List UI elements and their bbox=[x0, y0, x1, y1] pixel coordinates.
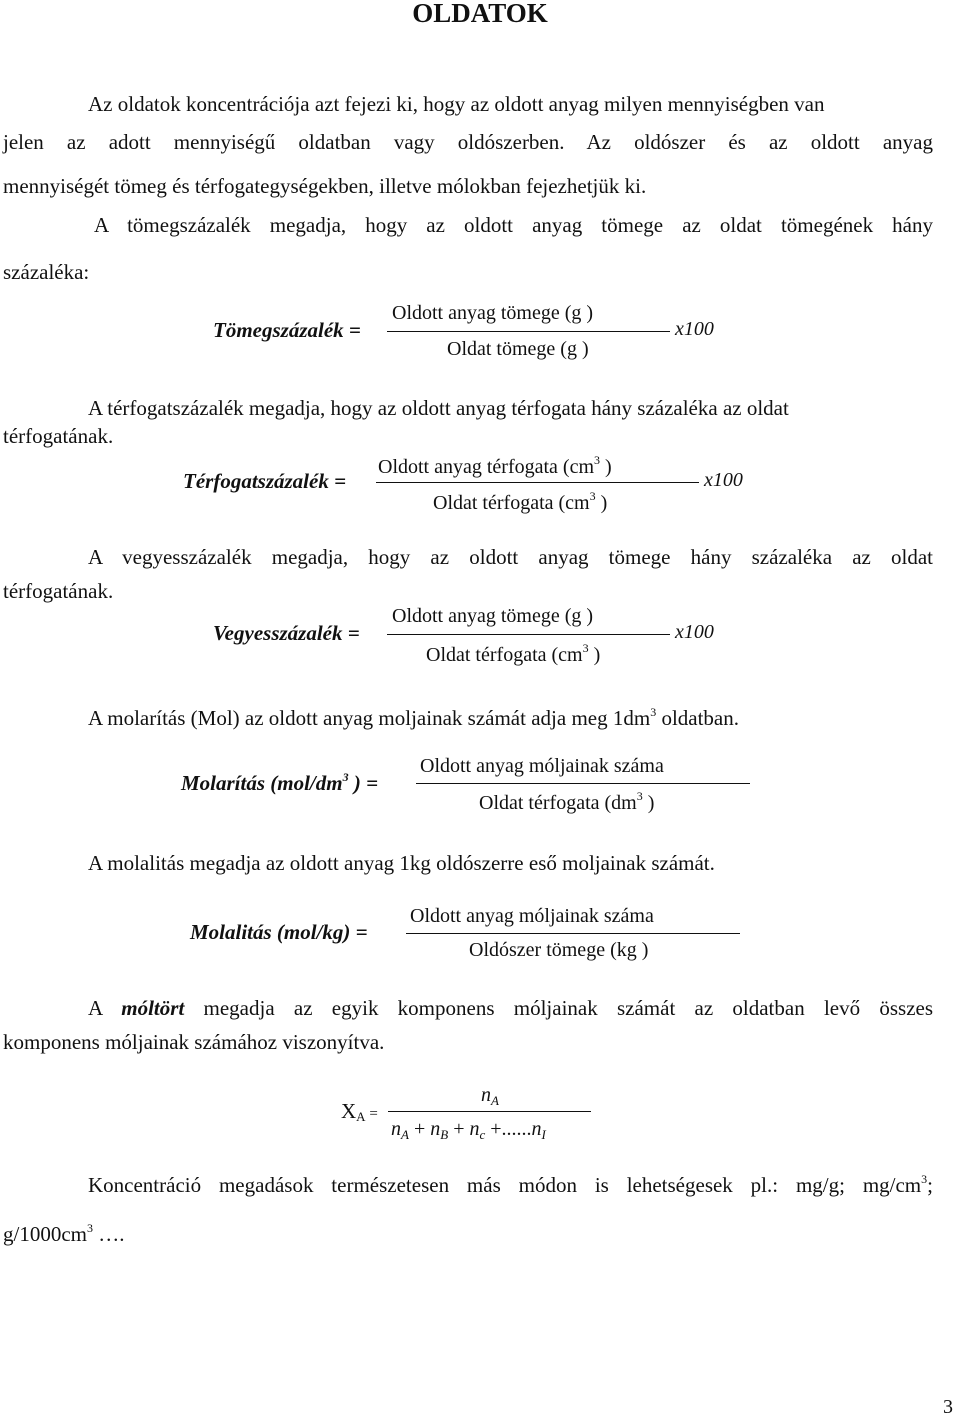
vegyes-denominator-text: Oldat térfogata (cm bbox=[426, 644, 583, 666]
molaritas-label-exponent: 3 bbox=[342, 770, 349, 784]
terfogat-numerator-close: ) bbox=[605, 456, 612, 478]
terfogat-fraction-bar bbox=[376, 482, 699, 483]
moltort-desc-line-2: komponens móljainak számához viszonyítva. bbox=[3, 1030, 385, 1054]
molaritas-denominator-close: ) bbox=[647, 792, 655, 814]
moltort-den-plus-3: + bbox=[490, 1118, 502, 1140]
terfogat-numerator bbox=[378, 453, 612, 479]
vegyes-fraction-bar bbox=[387, 634, 670, 635]
molalitas-numerator: Oldott anyag móljainak száma bbox=[410, 905, 654, 927]
molaritas-desc-text: A molarítás (Mol) az oldott anyag moljainak számát adja meg 1dm bbox=[88, 706, 651, 730]
molaritas-fraction-bar bbox=[416, 783, 750, 784]
molaritas-desc-end: oldatban. bbox=[656, 706, 739, 730]
moltort-fraction-bar bbox=[388, 1111, 591, 1112]
molalitas-denominator: Oldószer tömege (kg ) bbox=[469, 939, 649, 961]
moltort-term: móltört bbox=[121, 996, 185, 1020]
tomeg-formula-label: Tömegszázalék = bbox=[213, 318, 361, 342]
terfogat-denominator-close: ) bbox=[600, 492, 608, 514]
tomeg-multiplier-text: x100 bbox=[675, 318, 714, 340]
moltort-den-sub-i: I bbox=[541, 1127, 546, 1142]
molalitas-fraction-bar bbox=[406, 933, 740, 934]
moltort-numerator bbox=[481, 1084, 499, 1109]
moltort-desc-line-1 bbox=[88, 996, 933, 1021]
intro-line-2: jelen az adott mennyiségű oldatban vagy oldószerben. Az oldószer és az oldott anyag bbox=[3, 130, 933, 154]
vegyes-desc-line-2: térfogatának. bbox=[3, 579, 114, 603]
konc-line-1-end: ; bbox=[927, 1173, 933, 1197]
moltort-den-sub-b: B bbox=[440, 1127, 449, 1142]
moltort-label-x: X bbox=[341, 1099, 357, 1123]
molaritas-numerator: Oldott anyag móljainak száma bbox=[420, 755, 664, 777]
moltort-label-sub: A bbox=[356, 1109, 366, 1124]
moltort-den-n-a: n bbox=[391, 1118, 401, 1140]
tomeg-desc-line-2: százaléka: bbox=[3, 260, 90, 284]
moltort-den-sub-a: A bbox=[401, 1127, 409, 1142]
tomeg-fraction-bar bbox=[387, 331, 670, 332]
terfogat-multiplier bbox=[704, 469, 743, 492]
terfogat-multiplier-text: x100 bbox=[704, 469, 743, 491]
konc-line-2-exponent: 3 bbox=[87, 1221, 93, 1235]
terfogat-denominator-exponent: 3 bbox=[589, 489, 596, 503]
vegyes-denominator-exponent: 3 bbox=[582, 641, 589, 655]
konc-line-2-text: g/1000cm bbox=[3, 1222, 87, 1246]
vegyes-formula-label: Vegyesszázalék = bbox=[213, 621, 360, 645]
moltort-den-plus-2: + bbox=[453, 1118, 465, 1140]
page-number: 3 bbox=[943, 1396, 953, 1418]
terfogat-numerator-exponent: 3 bbox=[594, 453, 601, 467]
vegyes-multiplier bbox=[675, 621, 714, 644]
molaritas-denominator bbox=[479, 789, 654, 815]
konc-line-2-end: …. bbox=[93, 1222, 125, 1246]
moltort-den-sub-c: c bbox=[479, 1127, 486, 1142]
molaritas-denominator-text: Oldat térfogata (dm bbox=[479, 792, 637, 814]
terfogat-numerator-text: Oldott anyag térfogata (cm bbox=[378, 456, 595, 478]
molaritas-label-end: ) = bbox=[348, 771, 379, 795]
konc-line-1-exponent: 3 bbox=[921, 1172, 928, 1186]
tomeg-numerator: Oldott anyag tömege (g ) bbox=[392, 302, 594, 324]
moltort-desc-a: A bbox=[88, 996, 103, 1020]
konc-line-2 bbox=[3, 1210, 125, 1252]
molalitas-formula-label: Molalitás (mol/kg) = bbox=[190, 920, 368, 944]
terfogat-desc-line-2: térfogatának. bbox=[3, 424, 114, 448]
molaritas-denominator-exponent: 3 bbox=[636, 789, 643, 803]
moltort-den-n-b: n bbox=[430, 1118, 441, 1140]
vegyes-desc-line-1: A vegyesszázalék megadja, hogy az oldott anyag tömege hány százaléka az oldat bbox=[88, 545, 933, 569]
moltort-numerator-n: n bbox=[481, 1084, 491, 1106]
intro-line-1: Az oldatok koncentrációja azt fejezi ki, hogy az oldott anyag milyen mennyiségben van bbox=[88, 92, 825, 116]
vegyes-numerator: Oldott anyag tömege (g ) bbox=[392, 605, 594, 627]
molaritas-desc bbox=[88, 694, 739, 736]
page-title: OLDATOK bbox=[412, 0, 548, 28]
konc-line-1 bbox=[88, 1172, 933, 1198]
molaritas-label-text: Molarítás (mol/dm bbox=[181, 771, 343, 795]
moltort-den-n-c: n bbox=[469, 1118, 480, 1140]
intro-line-3: mennyiségét tömeg és térfogategységekben, illetve mólokban fejezhetjük ki. bbox=[3, 174, 647, 198]
moltort-numerator-sub: A bbox=[491, 1093, 499, 1108]
moltort-denominator bbox=[391, 1118, 546, 1143]
vegyes-denominator bbox=[426, 641, 600, 667]
terfogat-denominator bbox=[433, 489, 607, 515]
moltort-den-plus-1: + bbox=[413, 1118, 426, 1140]
molalitas-desc: A molalitás megadja az oldott anyag 1kg oldószerre eső moljainak számát. bbox=[88, 851, 715, 875]
moltort-formula-label bbox=[341, 1099, 378, 1125]
terfogat-desc-line-1: A térfogatszázalék megadja, hogy az oldott anyag térfogata hány százaléka az oldat bbox=[88, 396, 789, 420]
moltort-desc-b: megadja az egyik komponens móljainak számát az oldatban levő összes bbox=[203, 996, 934, 1020]
molaritas-formula-label bbox=[181, 770, 378, 796]
tomeg-desc-line-1: A tömegszázalék megadja, hogy az oldott anyag tömege az oldat tömegének hány bbox=[94, 213, 933, 237]
terfogat-formula-label: Térfogatszázalék = bbox=[183, 469, 347, 493]
terfogat-denominator-text: Oldat térfogata (cm bbox=[433, 492, 590, 514]
tomeg-denominator: Oldat tömege (g ) bbox=[447, 338, 589, 360]
tomeg-multiplier bbox=[675, 318, 714, 341]
vegyes-denominator-close: ) bbox=[593, 644, 601, 666]
moltort-den-dots: ...... bbox=[501, 1118, 532, 1140]
moltort-den-n-i: n bbox=[531, 1118, 542, 1140]
vegyes-multiplier-text: x100 bbox=[675, 621, 714, 643]
moltort-label-eq: = bbox=[365, 1106, 378, 1122]
molaritas-desc-exponent: 3 bbox=[650, 705, 657, 719]
konc-line-1-text: Koncentráció megadások természetesen más módon is lehetségesek pl.: mg/g; mg/cm bbox=[88, 1173, 922, 1197]
